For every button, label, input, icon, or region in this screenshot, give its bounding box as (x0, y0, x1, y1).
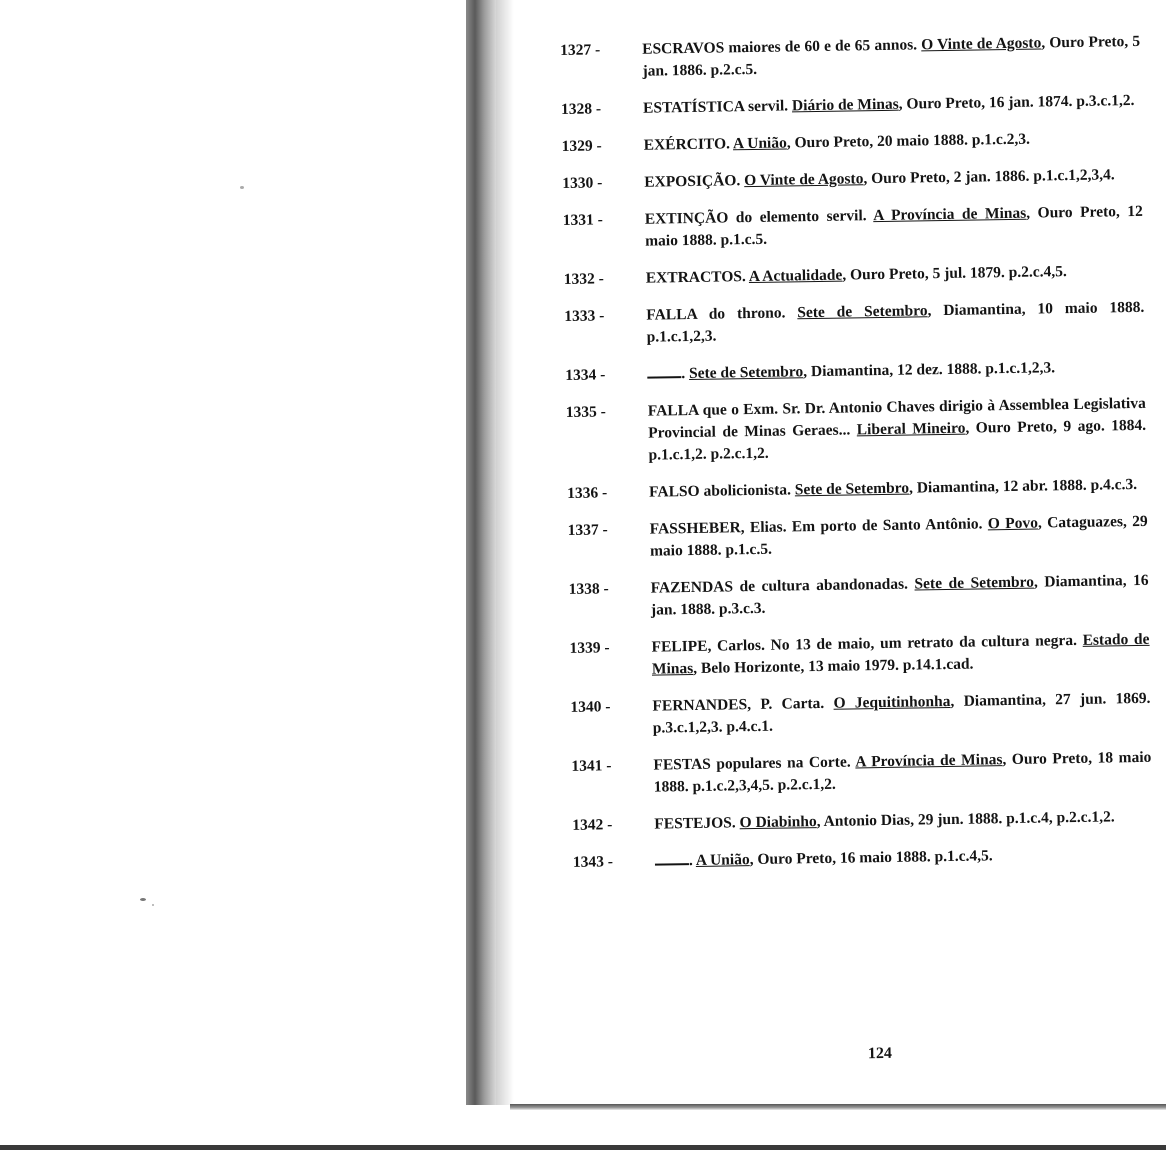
ditto-blank-line (647, 364, 681, 379)
entry-number: 1334 - (565, 366, 606, 384)
entry-text (643, 127, 1141, 157)
entry-number: 1331 - (562, 211, 604, 229)
entry-text (646, 297, 1145, 349)
bibliography-entry (564, 260, 1144, 291)
entry-heading: ESCRAVOS maiores de 60 e de 65 annos. (642, 36, 922, 58)
periodical-title: O Jequitinhonha (833, 692, 951, 712)
bibliography-entry (566, 393, 1147, 468)
entry-text (648, 393, 1147, 467)
entry-citation: , Ouro Preto, 16 jan. 1874. p.3.c.1,2. (898, 91, 1135, 113)
scan-bottom-line (0, 1145, 1166, 1150)
entry-citation: , Diamantina, 10 maio 1888. p.1.c.1,2,3. (646, 298, 1145, 346)
entry-number: 1338 - (568, 580, 609, 598)
entry-number: 1329 - (561, 137, 602, 155)
entry-citation: , Diamantina, 27 jun. 1869. p.3.c.1,2,3. p.4.c.1. (652, 689, 1151, 737)
entry-heading: FASSHEBER, Elias. Em porto de Santo Antônio. (649, 515, 988, 538)
periodical-title: O Vinte de Agosto (921, 34, 1042, 54)
entry-text (643, 90, 1141, 120)
entry-citation: , Diamantina, 16 jan. 1888. p.3.c.3. (650, 571, 1149, 619)
scan-speck (140, 898, 146, 901)
bibliography-entry (564, 297, 1145, 350)
entry-text (646, 260, 1144, 290)
entry-heading: EXTINÇÃO do elemento servil. (644, 207, 874, 228)
entry-heading: EXPOSIÇÃO. (644, 172, 745, 191)
bibliography-entry (573, 843, 1153, 874)
entry-number: 1327 - (560, 41, 601, 59)
bibliography-entry (565, 356, 1145, 387)
bibliography-entry (571, 747, 1152, 800)
entry-text (652, 688, 1151, 740)
entry-number: 1330 - (562, 174, 603, 192)
entry-number: 1342 - (572, 816, 613, 834)
entry-citation: , Ouro Preto, 9 ago. 1884. p.1.c.1,2. p.2.c.1,2. (648, 416, 1147, 464)
ditto-blank-line (655, 851, 689, 866)
bibliography-entry (568, 570, 1149, 623)
entry-number: 1336 - (566, 484, 608, 502)
entry-text (654, 806, 1152, 836)
periodical-title: A União (732, 134, 787, 153)
bibliography-entry (562, 164, 1142, 195)
entry-number: 1343 - (572, 853, 614, 871)
entry-text (650, 570, 1149, 622)
book-spine (466, 0, 496, 1105)
entry-number: 1328 - (560, 100, 602, 118)
bibliography-entry (572, 806, 1152, 837)
entry-list (560, 31, 1153, 874)
entry-heading: FESTAS populares na Corte. (653, 753, 856, 774)
bibliography-entry (563, 201, 1144, 254)
entry-heading: EXÉRCITO. (643, 135, 734, 154)
periodical-title: O Diabinho (739, 813, 817, 832)
entry-text (655, 843, 1153, 873)
entry-heading: ESTATÍSTICA servil. (642, 97, 793, 117)
entry-heading: FALLA do throno. (646, 304, 798, 324)
entry-citation: , Ouro Preto, 16 maio 1888. p.1.c.4,5. (749, 847, 993, 869)
entry-heading: EXTRACTOS. (645, 268, 749, 287)
entry-citation: , Diamantina, 12 dez. 1888. p.1.c.1,2,3. (803, 359, 1056, 381)
entry-citation: , Ouro Preto, 18 maio 1888. p.1.c.2,3,4,5. p.2.c.1,2. (653, 748, 1152, 796)
entry-ditto-suffix: . (688, 851, 696, 870)
entry-text (645, 201, 1144, 253)
bibliography-entry (561, 90, 1141, 121)
entry-citation: , Ouro Preto, 12 maio 1888. p.1.c.5. (645, 202, 1143, 250)
periodical-title: Sete de Setembro (914, 573, 1035, 593)
entry-text (649, 474, 1147, 504)
entry-text (650, 511, 1149, 563)
periodical-title: A União (695, 851, 750, 869)
bibliography-entry (569, 629, 1150, 682)
scan-speck (152, 904, 154, 906)
entry-citation: , Cataguazes, 29 maio 1888. p.1.c.5. (649, 512, 1148, 560)
bibliography-page (560, 31, 1153, 1063)
bibliography-entry (570, 688, 1151, 741)
periodical-title: Estado de Minas (651, 630, 1150, 678)
scan-speck (240, 186, 244, 189)
page-bottom-edge (510, 1104, 1166, 1110)
entry-number: 1337 - (567, 521, 608, 539)
entry-text (651, 629, 1150, 681)
entry-number: 1339 - (569, 639, 610, 657)
periodical-title: Sete de Setembro (688, 363, 804, 383)
entry-ditto-suffix: . (681, 365, 690, 383)
entry-citation: , Ouro Preto, 2 jan. 1886. p.1.c.1,2,3,4. (863, 166, 1115, 188)
entry-number: 1332 - (563, 270, 604, 288)
periodical-title: A Actualidade (748, 266, 843, 286)
entry-heading: FAZENDAS de cultura abandonadas. (650, 575, 915, 597)
entry-heading: FESTEJOS. (654, 814, 740, 833)
periodical-title: O Vinte de Agosto (744, 170, 864, 190)
entry-citation: , Antonio Dias, 29 jun. 1888. p.1.c.4, p.2.c.1,2. (816, 808, 1115, 831)
entry-text (642, 31, 1141, 83)
entry-number: 1335 - (565, 403, 607, 421)
bibliography-entry (568, 511, 1149, 564)
bibliography-entry (562, 127, 1142, 158)
periodical-title: A Província de Minas (873, 204, 1027, 225)
periodical-title: Sete de Setembro (794, 479, 910, 499)
page-number: 124 (867, 1044, 893, 1063)
entry-citation: , Ouro Preto, 20 maio 1888. p.1.c.2,3. (786, 130, 1031, 152)
entry-heading: FERNANDES, P. Carta. (652, 694, 834, 715)
entry-heading: FALLA que o Exm. Sr. Dr. Antonio Chaves dirigio à Assemblea Legislativa Provincial de Minas Geraes... (647, 394, 1146, 442)
entry-number: 1341 - (571, 757, 612, 775)
entry-text (653, 747, 1152, 799)
bibliography-entry (560, 31, 1141, 84)
entry-citation: , Ouro Preto, 5 jul. 1879. p.2.c.4,5. (842, 263, 1067, 284)
entry-number: 1340 - (570, 698, 611, 716)
entry-citation: , Diamantina, 12 abr. 1888. p.4.c.3. (908, 475, 1138, 497)
periodical-title: Liberal Mineiro (856, 419, 966, 439)
entry-citation: , Belo Horizonte, 13 maio 1979. p.14.1.cad. (693, 655, 974, 677)
periodical-title: Sete de Setembro (797, 302, 928, 322)
spine-shadow (496, 0, 514, 1105)
bibliography-entry (567, 474, 1147, 505)
entry-text (644, 164, 1142, 194)
entry-number: 1333 - (564, 307, 605, 325)
entry-heading: FALSO abolicionista. (648, 481, 795, 501)
periodical-title: O Povo (987, 514, 1039, 533)
entry-heading: FELIPE, Carlos. No 13 de maio, um retrato da cultura negra. (651, 631, 1083, 656)
periodical-title: A Província de Minas (855, 751, 1003, 771)
entry-text (647, 356, 1145, 386)
entry-citation: , Ouro Preto, 5 jan. 1886. p.2.c.5. (642, 32, 1141, 80)
periodical-title: Diário de Minas (791, 95, 899, 115)
